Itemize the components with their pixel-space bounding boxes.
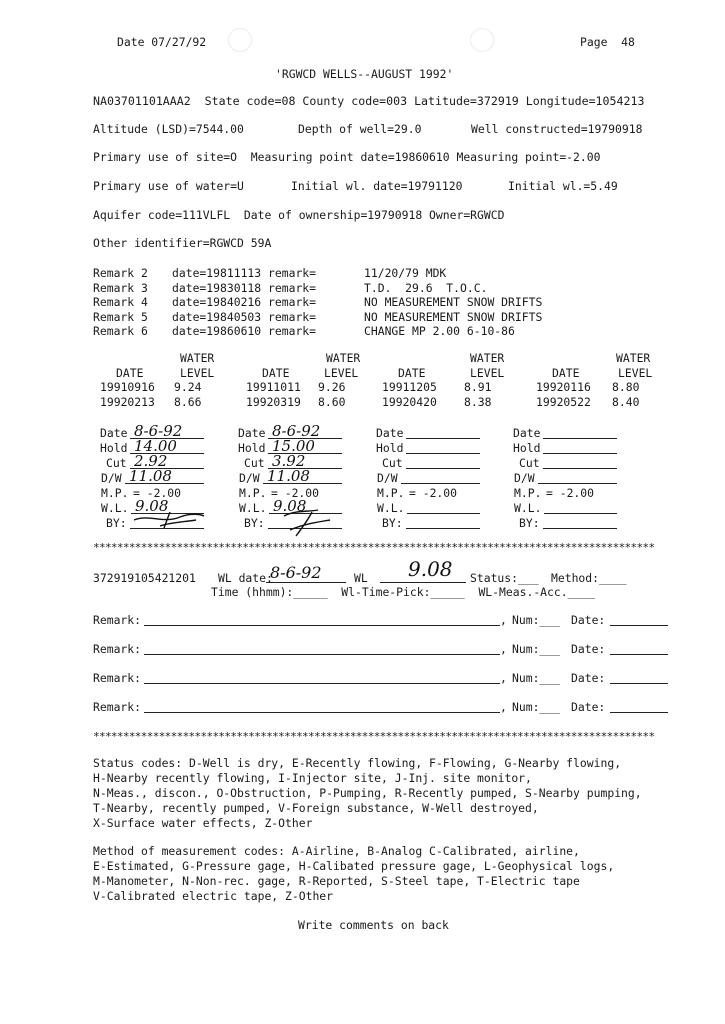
form-by-underline <box>543 528 617 529</box>
time-pick-line[interactable]: Time (hhmm):_____ Wl-Time-Pick:_____ WL-Meas.-Acc.____ <box>211 585 596 599</box>
site-info-line-1: NA03701101AAA2 State code=08 County code=003 Latitude=372919 Longitude=1054213 <box>93 94 645 108</box>
signature-1 <box>130 508 210 532</box>
table-cell-date: 19920522 <box>536 395 591 409</box>
status-codes-line: H-Nearby recently flowing, I-Injector site, J-Inj. site monitor, <box>93 771 532 785</box>
remark-date: date=19840216 remark= <box>172 295 317 310</box>
form-date-label: Date <box>376 426 404 440</box>
remark-line-comma: , <box>500 613 507 627</box>
remark-line-label: Remark: <box>93 700 142 714</box>
table-cell-date: 19920116 <box>536 380 591 394</box>
table-cell-level: 8.91 <box>464 380 492 394</box>
remark-line-underline[interactable] <box>144 654 500 655</box>
remark-line-underline[interactable] <box>144 712 500 713</box>
remark-label: Remark 4 <box>93 295 148 310</box>
remark-num-field[interactable]: Num:___ <box>512 700 561 714</box>
form-hold-underline <box>543 453 617 454</box>
method-codes-line: Method of measurement codes: A-Airline, B-Analog C-Calibrated, airline, <box>93 844 580 858</box>
form-by-label: BY: <box>519 516 540 530</box>
method-codes-line: M-Manometer, N-Non-rec. gage, R-Reported, S-Steel tape, T-Electric tape <box>93 874 580 888</box>
col-header-date: DATE <box>116 366 144 380</box>
punch-hole-left <box>228 28 252 52</box>
remark-text: 11/20/79 MDK <box>364 266 447 280</box>
table-cell-date: 19911205 <box>382 380 437 394</box>
form-cut-label: Cut <box>244 456 265 470</box>
col-header-water: WATER <box>470 351 505 365</box>
status-codes-line: X-Surface water effects, Z-Other <box>93 816 313 830</box>
punch-hole-right <box>470 28 494 52</box>
site-info-line-5: Aquifer code=111VLFL Date of ownership=19790918 Owner=RGWCD <box>93 208 505 222</box>
report-title: 'RGWCD WELLS--AUGUST 1992' <box>275 67 454 81</box>
form-cut-value[interactable]: 2.92 <box>134 452 168 470</box>
altitude: Altitude (LSD)=7544.00 <box>93 122 244 136</box>
form-by-label: BY: <box>106 516 127 530</box>
col-header-level: LEVEL <box>180 366 215 380</box>
wl-value[interactable]: 9.08 <box>408 557 453 581</box>
form-dw-value[interactable]: 11.08 <box>129 467 172 485</box>
form-cut-label: Cut <box>519 456 540 470</box>
page-number: Page 48 <box>580 35 635 49</box>
form-mp-value: = -2.00 <box>271 486 320 500</box>
signature-2 <box>278 506 348 540</box>
remark-date: date=19811113 remark= <box>172 266 317 280</box>
remark-date: date=19860610 remark= <box>172 324 317 339</box>
remark-label: Remark 3 <box>93 280 148 295</box>
form-hold-underline <box>406 453 480 454</box>
col-header-water: WATER <box>616 351 651 365</box>
form-by-underline <box>406 528 480 529</box>
col-header-date: DATE <box>262 366 290 380</box>
remark-line-label: Remark: <box>93 613 142 627</box>
status-field[interactable]: Status:___ <box>470 571 539 585</box>
form-wl-label: W.L. <box>101 501 129 515</box>
form-hold-value[interactable]: 15.00 <box>272 437 315 455</box>
form-hold-value[interactable]: 14.00 <box>134 437 177 455</box>
remark-date-underline[interactable] <box>610 654 668 655</box>
form-wl-value[interactable]: 9.08 <box>135 497 169 515</box>
remark-num-field[interactable]: Num:___ <box>512 671 561 685</box>
col-header-date: DATE <box>398 366 426 380</box>
remark-line-label: Remark: <box>93 671 142 685</box>
remark-text: T.D. 29.6 T.O.C. <box>364 280 488 295</box>
remark-label: Remark 5 <box>93 309 148 324</box>
remark-label: Remark 6 <box>93 324 148 339</box>
form-cut-underline <box>543 468 617 469</box>
col-header-water: WATER <box>180 351 215 365</box>
col-header-date: DATE <box>552 366 580 380</box>
form-cut-label: Cut <box>382 456 403 470</box>
initial-wl-date: Initial wl. date=19791120 <box>291 179 463 193</box>
separator-stars-1: ********************************************************************************************** <box>93 542 655 554</box>
table-cell-level: 9.26 <box>318 380 346 394</box>
form-date-value[interactable]: 8-6-92 <box>134 422 183 440</box>
form-dw-label: D/W <box>239 471 260 485</box>
remark-date-underline[interactable] <box>610 625 668 626</box>
remark-date-label: Date: <box>571 671 606 685</box>
form-mp-value: = -2.00 <box>409 486 458 500</box>
form-date-label: Date <box>513 426 541 440</box>
remark-date-label: Date: <box>571 700 606 714</box>
form-wl-value[interactable]: 9.08 <box>273 497 307 515</box>
form-wl-label: W.L. <box>514 501 542 515</box>
remark-date-underline[interactable] <box>610 712 668 713</box>
table-cell-level: 9.24 <box>174 380 202 394</box>
form-dw-underline <box>538 483 617 484</box>
form-by-label: BY: <box>382 516 403 530</box>
table-cell-level: 8.80 <box>612 380 640 394</box>
remark-num-field[interactable]: Num:___ <box>512 613 561 627</box>
col-header-water: WATER <box>326 351 361 365</box>
remark-label: Remark 2 <box>93 266 148 280</box>
remark-line-label: Remark: <box>93 642 142 656</box>
form-cut-value[interactable]: 3.92 <box>272 452 306 470</box>
remark-text: CHANGE MP 2.00 6-10-86 <box>364 324 515 339</box>
initial-wl: Initial wl.=5.49 <box>508 179 618 193</box>
other-identifier: Other identifier=RGWCD 59A <box>93 236 272 250</box>
remark-date: date=19830118 remark= <box>172 280 317 295</box>
separator-stars-2: ********************************************************************************************** <box>93 731 655 743</box>
col-header-level: LEVEL <box>324 366 359 380</box>
method-codes-line: E-Estimated, G-Pressure gage, H-Calibated pressure gage, L-Geophysical logs, <box>93 859 615 873</box>
remark-line-comma: , <box>500 671 507 685</box>
primary-use-of-water: Primary use of water=U <box>93 179 244 193</box>
form-dw-label: D/W <box>101 471 122 485</box>
col-header-level: LEVEL <box>470 366 505 380</box>
table-cell-date: 19920420 <box>382 395 437 409</box>
form-hold-label: Hold <box>238 441 266 455</box>
form-wl-underline <box>544 513 617 514</box>
remark-line-underline[interactable] <box>144 683 500 684</box>
form-date-value[interactable]: 8-6-92 <box>272 422 321 440</box>
table-cell-level: 8.38 <box>464 395 492 409</box>
status-codes-line: N-Meas., discon., O-Obstruction, P-Pumping, R-Recently pumped, S-Nearby pumping, <box>93 786 642 800</box>
form-mp-value: = -2.00 <box>546 486 595 500</box>
table-cell-date: 19920319 <box>246 395 301 409</box>
site-info-line-3: Primary use of site=O Measuring point date=19860610 Measuring point=-2.00 <box>93 150 601 164</box>
status-codes-line: T-Nearby, recently pumped, V-Foreign substance, W-Well destroyed, <box>93 801 539 815</box>
form-dw-underline <box>401 483 480 484</box>
form-mp-label: M.P. <box>239 486 267 500</box>
table-cell-date: 19911011 <box>246 380 301 394</box>
remark-text: NO MEASUREMENT SNOW DRIFTS <box>364 295 543 310</box>
report-date: Date 07/27/92 <box>117 35 207 49</box>
table-cell-level: 8.66 <box>174 395 202 409</box>
method-field[interactable]: Method:____ <box>551 571 627 585</box>
method-codes-line: V-Calibrated electric tape, Z-Other <box>93 889 334 903</box>
remark-line-comma: , <box>500 642 507 656</box>
wl-date-underline <box>266 582 346 583</box>
form-date-label: Date <box>238 426 266 440</box>
table-cell-date: 19920213 <box>100 395 155 409</box>
wl-date-value[interactable]: 8-6-92 <box>270 563 322 582</box>
site-number: 372919105421201 <box>93 571 196 585</box>
form-hold-label: Hold <box>513 441 541 455</box>
remark-date: date=19840503 remark= <box>172 309 317 324</box>
wl-date-label: WL date: <box>218 571 273 585</box>
form-by-label: BY: <box>244 516 265 530</box>
remark-line-underline[interactable] <box>144 625 500 626</box>
table-cell-date: 19910916 <box>100 380 155 394</box>
form-mp-label: M.P. <box>514 486 542 500</box>
form-cut-underline <box>406 468 480 469</box>
col-header-level: LEVEL <box>618 366 653 380</box>
remark-date-underline[interactable] <box>610 683 668 684</box>
remark-date-label: Date: <box>571 613 606 627</box>
remark-text: NO MEASUREMENT SNOW DRIFTS <box>364 309 543 324</box>
remark-date-label: Date: <box>571 642 606 656</box>
form-wl-underline <box>407 513 480 514</box>
form-dw-label: D/W <box>377 471 398 485</box>
remark-num-field[interactable]: Num:___ <box>512 642 561 656</box>
form-cut-label: Cut <box>106 456 127 470</box>
footer-note: Write comments on back <box>298 918 449 932</box>
form-hold-label: Hold <box>376 441 404 455</box>
form-date-underline <box>543 438 617 439</box>
form-wl-label: W.L. <box>377 501 405 515</box>
form-mp-value: = -2.00 <box>133 486 182 500</box>
form-dw-label: D/W <box>514 471 535 485</box>
form-date-label: Date <box>100 426 128 440</box>
form-mp-label: M.P. <box>377 486 405 500</box>
table-cell-level: 8.40 <box>612 395 640 409</box>
wl-underline <box>380 582 466 583</box>
form-wl-label: W.L. <box>239 501 267 515</box>
form-hold-label: Hold <box>100 441 128 455</box>
form-dw-value[interactable]: 11.08 <box>267 467 310 485</box>
form-date-underline <box>406 438 480 439</box>
well-constructed: Well constructed=19790918 <box>471 122 643 136</box>
status-codes-line: Status codes: D-Well is dry, E-Recently flowing, F-Flowing, G-Nearby flowing, <box>93 756 622 770</box>
table-cell-level: 8.60 <box>318 395 346 409</box>
remark-line-comma: , <box>500 700 507 714</box>
form-mp-label: M.P. <box>101 486 129 500</box>
depth-of-well: Depth of well=29.0 <box>298 122 422 136</box>
wl-label: WL <box>354 571 368 585</box>
